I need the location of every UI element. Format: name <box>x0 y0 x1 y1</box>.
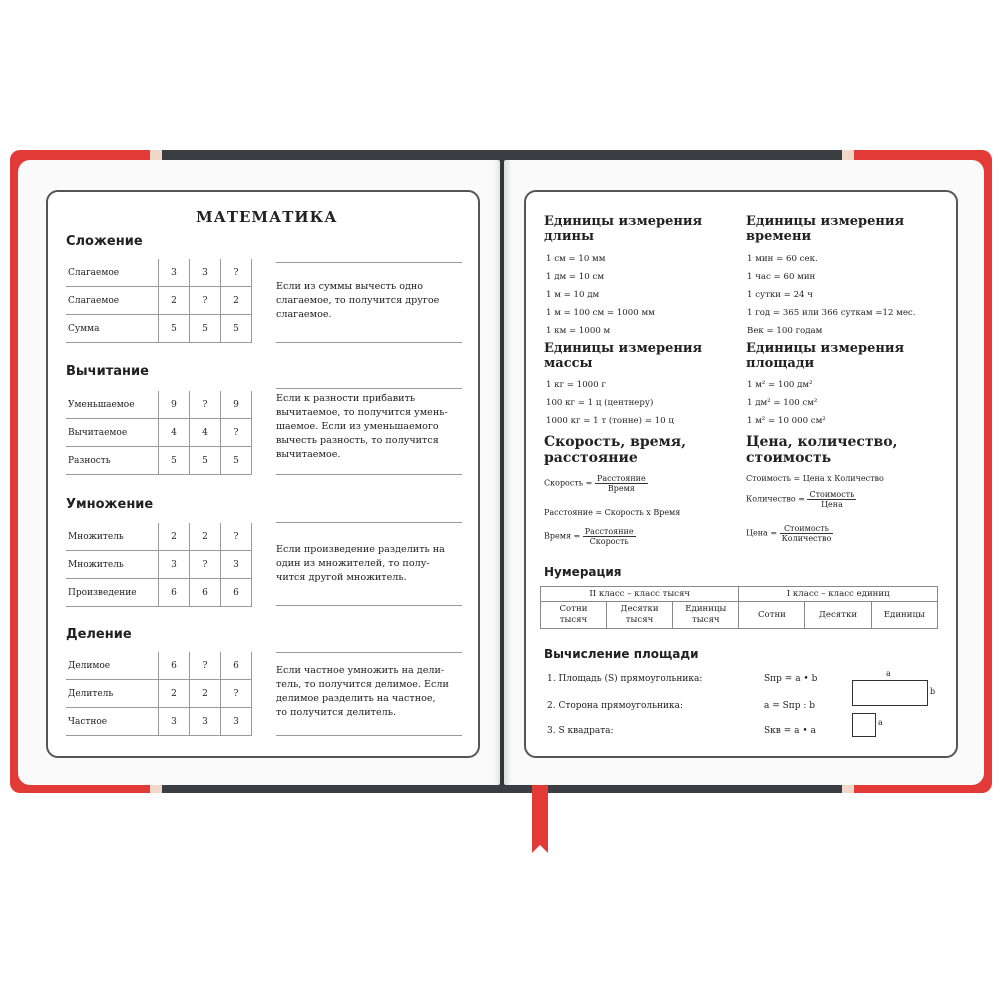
quantity-formula: Количество = $\frac{\text{Стоимость}}{\text{Цена}}$ <box>746 490 855 509</box>
rule-line <box>276 735 462 736</box>
area-units-heading: Единицы измерения площади <box>746 341 905 371</box>
numeration-heading: Нумерация <box>544 565 622 579</box>
table-row: Слагаемое 2 ? 2 <box>66 287 252 315</box>
division-heading: Деление <box>66 627 132 642</box>
numeration-table <box>540 586 938 629</box>
area-formula-3: Sкв = a • a <box>764 726 816 736</box>
table-row: Уменьшаемое 9 ? 9 <box>66 391 252 419</box>
table-row: Множитель 3 ? 3 <box>66 551 252 579</box>
subtraction-table <box>66 391 252 475</box>
rectangle-label-b: b <box>930 687 936 696</box>
table-row: Слагаемое 3 3 ? <box>66 259 252 287</box>
table-row: Множитель 2 2 ? <box>66 523 252 551</box>
subtraction-heading: Вычитание <box>66 364 149 379</box>
division-note: Если частное умножить на дели- тель, то получится делимое. Если делимое разделить на частное, то получится делитель. <box>276 665 449 718</box>
rule-line <box>276 262 462 263</box>
addition-table <box>66 259 252 343</box>
table-row: Произведение 6 6 6 <box>66 579 252 607</box>
time-formula: Время = $\frac{\text{Расстояние}}{\text{Скорость}}$ <box>544 527 634 546</box>
table-row: Вычитаемое 4 4 ? <box>66 419 252 447</box>
area-calc-row-3: 3. S квадрата: <box>547 726 614 736</box>
table-row: Сотни тысяч Десятки тысяч Единицы тысяч Сотни Десятки Единицы <box>541 602 938 629</box>
rule-line <box>276 474 462 475</box>
rule-line <box>276 652 462 653</box>
addition-heading: Сложение <box>66 234 143 249</box>
rectangle-label-a: a <box>886 669 891 678</box>
time-units: 1 мин = 60 сек. 1 час = 60 мин 1 сутки = 24 ч 1 год = 365 или 366 суткам =12 мес. Век = 100 годам <box>747 254 916 336</box>
rule-line <box>276 605 462 606</box>
area-formula-1: Sпр = a • b <box>764 674 818 684</box>
multiplication-table <box>66 523 252 607</box>
multiplication-note: Если произведение разделить на один из множителей, то полу- чится другой множитель. <box>276 544 445 583</box>
cost-formula: Стоимость = Цена x Количество <box>746 474 884 483</box>
mass-units: 1 кг = 1000 г 100 кг = 1 ц (центнеру) 1000 кг = 1 т (тонне) = 10 ц <box>546 380 674 426</box>
multiplication-heading: Умножение <box>66 497 154 512</box>
rule-line <box>276 342 462 343</box>
area-calc-row-1: 1. Площадь (S) прямоугольника: <box>547 674 703 684</box>
price-heading: Цена, количество, стоимость <box>746 434 898 466</box>
distance-formula: Расстояние = Скорость x Время <box>544 508 681 517</box>
area-formula-2: a = Sпр : b <box>764 701 816 711</box>
bookmark-ribbon[interactable] <box>532 785 548 845</box>
page-title: МАТЕМАТИКА <box>196 208 338 226</box>
area-calc-heading: Вычисление площади <box>544 647 699 661</box>
rectangle-diagram <box>852 680 928 706</box>
square-label-a: a <box>878 718 883 727</box>
length-heading: Единицы измерения длины <box>544 214 703 244</box>
speed-formula: Скорость = $\frac{\text{Расстояние}}{\text{Время}}$ <box>544 474 646 493</box>
table-row: Сумма 5 5 5 <box>66 315 252 343</box>
subtraction-note: Если к разности прибавить вычитаемое, то получится умень- шаемое. Если из уменьшаемого вычесть разность, то получится вычитаемое. <box>276 393 448 460</box>
page-gutter <box>494 160 512 785</box>
area-calc-row-2: 2. Сторона прямоугольника: <box>547 701 684 711</box>
table-row: II класс – класс тысяч I класс – класс единиц <box>541 587 938 602</box>
area-units: 1 м² = 100 дм² 1 дм² = 100 см² 1 м² = 10 000 см² <box>747 380 826 426</box>
table-row: Делитель 2 2 ? <box>66 680 252 708</box>
square-diagram <box>852 713 876 737</box>
speed-heading: Скорость, время, расстояние <box>544 434 686 466</box>
length-units: 1 см = 10 мм 1 дм = 10 см 1 м = 10 дм 1 м = 100 см = 1000 мм 1 км = 1000 м <box>546 254 655 336</box>
division-table <box>66 652 252 736</box>
table-row: Частное 3 3 3 <box>66 708 252 736</box>
table-row: Делимое 6 ? 6 <box>66 652 252 680</box>
price-formula: Цена = $\frac{\text{Стоимость}}{\text{Количество}}$ <box>746 524 832 543</box>
time-heading: Единицы измерения времени <box>746 214 905 244</box>
table-row: Разность 5 5 5 <box>66 447 252 475</box>
rule-line <box>276 388 462 389</box>
mass-heading: Единицы измерения массы <box>544 341 703 371</box>
addition-note: Если из суммы вычесть одно слагаемое, то получится другое слагаемое. <box>276 281 440 320</box>
rule-line <box>276 522 462 523</box>
